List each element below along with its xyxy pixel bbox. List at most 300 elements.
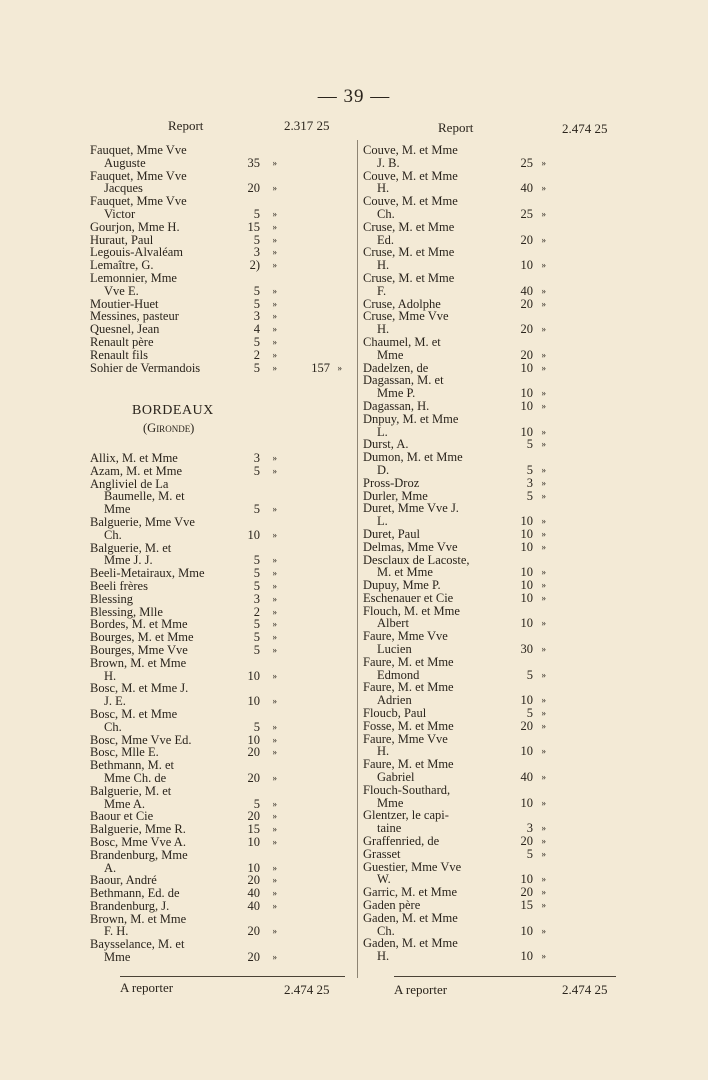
list-item: [363, 937, 618, 950]
subscriber-amount: 20: [520, 718, 533, 733]
list-item: [363, 707, 618, 720]
subscriber-name: Baour, André: [90, 873, 157, 888]
subscriber-name: Mme A.: [104, 796, 145, 811]
subscriber-name: Beeli-Metairaux, Mme: [90, 566, 205, 581]
amount-mark: »: [541, 669, 546, 680]
page-number: — 39 —: [317, 86, 391, 107]
amount-mark: »: [272, 311, 277, 322]
subscriber-name: Delmas, Mme Vve: [363, 539, 458, 554]
subscriber-name: Messines, pasteur: [90, 309, 179, 324]
subscriber-name: Baour et Cie: [90, 809, 154, 824]
subscriber-amount: 10: [520, 258, 533, 273]
subscriber-name: Dagassan, M. et: [363, 373, 444, 388]
subscriber-name: H.: [377, 258, 390, 273]
amount-mark: »: [272, 529, 277, 540]
subscriber-name: Angliviel de La: [90, 476, 169, 491]
subtotal-mark: »: [337, 362, 342, 373]
amount-mark: »: [272, 670, 277, 681]
subscriber-amount: 3: [253, 309, 260, 324]
list-item: [90, 221, 350, 234]
list-item: [90, 951, 350, 964]
list-item: [363, 221, 618, 234]
list-item: [363, 784, 618, 797]
subscriber-name: Adrien: [377, 693, 412, 708]
subscriber-name: L.: [377, 514, 388, 529]
subscriber-amount: 5: [526, 706, 533, 721]
subscriber-name: Glentzer, le capi-: [363, 808, 449, 823]
subscriber-name: Fosse, M. et Mme: [363, 718, 454, 733]
amount-mark: »: [541, 567, 546, 578]
subscriber-amount: 20: [520, 232, 533, 247]
subscriber-name: H.: [104, 668, 117, 683]
amount-mark: »: [272, 926, 277, 937]
subscriber-amount: 10: [520, 744, 533, 759]
list-item: [363, 208, 618, 221]
subscriber-amount: 10: [247, 668, 260, 683]
subscriber-amount: 10: [520, 923, 533, 938]
section-title: BORDEAUX: [132, 403, 214, 418]
list-item: [90, 836, 350, 849]
amount-mark: »: [272, 221, 277, 232]
subscriber-name: Victor: [104, 206, 136, 221]
subscriber-amount: 5: [253, 642, 260, 657]
list-item: [363, 912, 618, 925]
list-item: [90, 516, 350, 529]
subscriber-name: Blessing, Mlle: [90, 604, 163, 619]
amount-mark: »: [272, 285, 277, 296]
subscriber-amount: 10: [520, 795, 533, 810]
amount-mark: »: [272, 747, 277, 758]
list-item: [363, 899, 618, 912]
list-item: [363, 771, 618, 784]
subscriber-name: Brown, M. et Mme: [90, 911, 187, 926]
subscriber-amount: 10: [520, 590, 533, 605]
subscriber-name: Bosc, M. et Mme J.: [90, 681, 189, 696]
amount-mark: »: [541, 925, 546, 936]
list-item: [90, 759, 350, 772]
subscriber-name: Legouis-Alvaléam: [90, 245, 184, 260]
subscriber-name: Balguerie, M. et: [90, 783, 172, 798]
list-item: [363, 195, 618, 208]
subscriber-name: Desclaux de Lacoste,: [363, 552, 470, 567]
subscriber-amount: 10: [520, 578, 533, 593]
subscriber-name: Floucb, Paul: [363, 706, 427, 721]
subscriber-name: Renault père: [90, 334, 154, 349]
subtotal-amount: 157: [311, 360, 330, 375]
subscriber-name: Sohier de Vermandois: [90, 360, 201, 375]
list-item: [363, 541, 618, 554]
amount-mark: »: [272, 247, 277, 258]
list-item: [363, 144, 618, 157]
list-item: [363, 835, 618, 848]
subscriber-name: Balguerie, M. et: [90, 540, 172, 555]
subscriber-amount: 40: [247, 886, 260, 901]
subscriber-amount: 2: [253, 604, 260, 619]
subscriber-name: Lemonnier, Mme: [90, 270, 177, 285]
amount-mark: »: [272, 900, 277, 911]
subscriber-amount: 5: [253, 296, 260, 311]
amount-mark: »: [541, 388, 546, 399]
list-item: [90, 913, 350, 926]
subscriber-amount: 40: [247, 898, 260, 913]
list-item: [90, 900, 350, 913]
subscriber-name: Cruse, Adolphe: [363, 296, 441, 311]
amount-mark: »: [541, 183, 546, 194]
list-item: [363, 515, 618, 528]
list-item: [363, 528, 618, 541]
list-item: [90, 593, 350, 606]
list-item: [90, 580, 350, 593]
subscriber-name: Mme Ch. de: [104, 770, 167, 785]
subscriber-name: Couve, M. et Mme: [363, 168, 458, 183]
subscriber-name: Cruse, M. et Mme: [363, 219, 455, 234]
subscriber-amount: 10: [247, 527, 260, 542]
list-item: [363, 861, 618, 874]
subscriber-amount: 40: [520, 283, 533, 298]
subscriber-name: Bourges, Mme Vve: [90, 642, 188, 657]
subscriber-name: Mme: [104, 502, 131, 517]
subscriber-amount: 15: [247, 219, 260, 234]
subscriber-amount: 5: [253, 796, 260, 811]
subscriber-amount: 10: [520, 616, 533, 631]
subscriber-amount: 10: [247, 694, 260, 709]
list-item: [90, 272, 350, 285]
amount-mark: »: [541, 874, 546, 885]
subscriber-name: Graffenried, de: [363, 834, 440, 849]
subscriber-name: Bosc, M. et Mme: [90, 706, 178, 721]
list-item: [90, 362, 350, 375]
amount-mark: »: [541, 951, 546, 962]
amount-mark: »: [272, 862, 277, 873]
subscriber-name: Fauquet, Mme Vve: [90, 143, 187, 157]
subscriber-amount: 5: [253, 617, 260, 632]
subscriber-amount: 10: [520, 360, 533, 375]
subscriber-name: Gourjon, Mme H.: [90, 219, 180, 234]
right-reporter-label: A reporter: [394, 982, 448, 997]
subscriber-amount: 15: [247, 822, 260, 837]
amount-mark: »: [541, 285, 546, 296]
subscriber-name: Dagassan, H.: [363, 398, 430, 413]
subscriber-amount: 5: [526, 437, 533, 452]
amount-mark: »: [541, 887, 546, 898]
amount-mark: »: [272, 593, 277, 604]
subscriber-name: Brandenburg, J.: [90, 898, 170, 913]
left-report-total: 2.317 25: [284, 118, 330, 133]
amount-mark: »: [272, 568, 277, 579]
list-item: [363, 336, 618, 349]
list-item: [363, 502, 618, 515]
subscriber-amount: 25: [520, 155, 533, 170]
subscriber-amount: 5: [526, 462, 533, 477]
subscriber-name: Gabriel: [377, 770, 415, 785]
amount-mark: »: [541, 836, 546, 847]
subscriber-name: Bethmann, M. et: [90, 758, 175, 773]
amount-mark: »: [272, 208, 277, 219]
list-item: [363, 170, 618, 183]
list-item: [363, 400, 618, 413]
list-item: [363, 720, 618, 733]
subscriber-name: Auguste: [104, 155, 146, 170]
subscriber-amount: 40: [520, 770, 533, 785]
subscriber-name: Faure, M. et Mme: [363, 680, 454, 695]
subscriber-amount: 5: [253, 566, 260, 581]
list-item: [363, 349, 618, 362]
amount-mark: »: [541, 477, 546, 488]
subscriber-name: F. H.: [104, 924, 129, 939]
amount-mark: »: [272, 619, 277, 630]
subscriber-amount: 5: [253, 719, 260, 734]
list-item: [363, 848, 618, 861]
subscriber-name: Guestier, Mme Vve: [363, 859, 462, 874]
amount-mark: »: [272, 798, 277, 809]
subscriber-name: Beeli frères: [90, 578, 148, 593]
amount-mark: »: [541, 234, 546, 245]
subscriber-amount: 2): [249, 258, 260, 273]
amount-mark: »: [541, 490, 546, 501]
list-item: [363, 579, 618, 592]
subscriber-name: Dnpuy, M. et Mme: [363, 411, 459, 426]
amount-mark: »: [541, 362, 546, 373]
subscriber-name: Garric, M. et Mme: [363, 885, 458, 900]
subscriber-name: Bosc, Mme Vve Ed.: [90, 732, 192, 747]
list-item: [90, 208, 350, 221]
amount-mark: »: [541, 848, 546, 859]
subscriber-amount: 20: [520, 296, 533, 311]
subscriber-name: Faure, Mme Vve: [363, 731, 448, 746]
amount-mark: »: [272, 260, 277, 271]
subscriber-name: Mme: [377, 795, 404, 810]
subscriber-name: Ch.: [377, 923, 395, 938]
subscriber-name: taine: [377, 821, 402, 836]
subscriber-name: Mme: [377, 347, 404, 362]
subscriber-name: Mme P.: [377, 386, 416, 401]
amount-mark: »: [541, 720, 546, 731]
list-item: [90, 144, 350, 157]
amount-mark: »: [541, 797, 546, 808]
subscriber-name: Bosc, Mme Vve A.: [90, 834, 186, 849]
list-item: [90, 887, 350, 900]
subscriber-name: Ed.: [377, 232, 395, 247]
subscriber-name: Renault fils: [90, 347, 148, 362]
subscriber-amount: 10: [520, 386, 533, 401]
list-item: [90, 785, 350, 798]
subscriber-name: Fauquet, Mme Vve: [90, 194, 187, 209]
amount-mark: »: [272, 336, 277, 347]
subscriber-name: Flouch, M. et Mme: [363, 603, 460, 618]
subscriber-name: D.: [377, 462, 390, 477]
subscriber-amount: 5: [253, 232, 260, 247]
amount-mark: »: [541, 708, 546, 719]
amount-mark: »: [272, 453, 277, 463]
left-report-label: Report: [168, 118, 204, 133]
subscriber-amount: 4: [253, 322, 260, 337]
amount-mark: »: [541, 580, 546, 591]
subscriber-name: Chaumel, M. et: [363, 334, 441, 349]
amount-mark: »: [541, 260, 546, 271]
subscriber-name: Dadelzen, de: [363, 360, 429, 375]
amount-mark: »: [541, 324, 546, 335]
section-subtitle: (Gironde): [143, 421, 195, 435]
amount-mark: »: [541, 464, 546, 475]
list-item: [90, 682, 350, 695]
subscriber-name: Dupuy, Mme P.: [363, 578, 441, 593]
subscriber-name: Bordes, M. et Mme: [90, 617, 188, 632]
subscriber-amount: 10: [520, 539, 533, 554]
subscriber-amount: 10: [520, 398, 533, 413]
subscriber-name: Faure, M. et Mme: [363, 654, 454, 669]
subscriber-name: Couve, M. et Mme: [363, 194, 458, 209]
list-item: [363, 451, 618, 464]
subscriber-amount: 20: [247, 873, 260, 888]
subscriber-amount: 10: [247, 834, 260, 849]
subscriber-name: Mme J. J.: [104, 553, 153, 568]
subscriber-amount: 5: [253, 578, 260, 593]
right-reporter-total: 2.474 25: [562, 982, 608, 997]
subscriber-amount: 10: [520, 693, 533, 708]
amount-mark: »: [541, 439, 546, 450]
subscriber-amount: 20: [520, 322, 533, 337]
subscriber-amount: 5: [253, 334, 260, 349]
list-item: [363, 310, 618, 323]
amount-mark: »: [272, 811, 277, 822]
amount-mark: »: [272, 349, 277, 360]
subscriber-amount: 5: [253, 502, 260, 517]
subscriber-amount: 5: [253, 463, 260, 478]
amount-mark: »: [272, 632, 277, 643]
amount-mark: »: [272, 298, 277, 309]
subscriber-amount: 10: [520, 949, 533, 964]
amount-mark: »: [541, 746, 546, 757]
subscriber-name: Moutier-Huet: [90, 296, 159, 311]
amount-mark: »: [541, 528, 546, 539]
subscriber-amount: 5: [253, 283, 260, 298]
subscriber-amount: 35: [247, 155, 260, 170]
subscriber-name: Baumelle, M. et: [104, 489, 185, 504]
subscriber-amount: 3: [526, 821, 533, 836]
subscriber-name: Couve, M. et Mme: [363, 143, 458, 157]
subscriber-name: Quesnel, Jean: [90, 322, 160, 337]
amount-mark: »: [541, 426, 546, 437]
list-item: [363, 246, 618, 259]
subscriber-name: Durler, Mme: [363, 488, 428, 503]
list-item: [363, 464, 618, 477]
footer-rule-left: [120, 976, 345, 977]
subscriber-name: Bethmann, Ed. de: [90, 886, 180, 901]
subscriber-name: Bourges, M. et Mme: [90, 630, 194, 645]
subscriber-name: Gaden, M. et Mme: [363, 910, 458, 925]
subscriber-amount: 20: [247, 745, 260, 760]
list-item: [90, 465, 350, 478]
list-item: [90, 157, 350, 170]
amount-mark: »: [541, 900, 546, 911]
subscriber-amount: 20: [520, 347, 533, 362]
left-column-bottom-list: [90, 452, 350, 964]
subscriber-name: H.: [377, 744, 390, 759]
amount-mark: »: [541, 400, 546, 411]
subscriber-name: Duret, Paul: [363, 526, 420, 541]
subscriber-name: H.: [377, 322, 390, 337]
subscriber-name: Fauquet, Mme Vve: [90, 168, 187, 183]
subscriber-name: Edmond: [377, 667, 420, 682]
subscriber-name: Balguerie, Mme Vve: [90, 514, 195, 529]
subscriber-name: A.: [104, 860, 117, 875]
subscriber-amount: 5: [253, 630, 260, 645]
subscriber-amount: 10: [520, 526, 533, 541]
amount-mark: »: [272, 234, 277, 245]
subscriber-amount: 10: [520, 872, 533, 887]
amount-mark: »: [541, 208, 546, 219]
subscriber-amount: 20: [520, 885, 533, 900]
list-item: [90, 644, 350, 657]
subscriber-name: L.: [377, 424, 388, 439]
subscriber-name: Faure, Mme Vve: [363, 629, 448, 644]
subscriber-amount: 20: [247, 950, 260, 965]
subscriber-name: Lucien: [377, 642, 412, 657]
subscriber-name: Brandenburg, Mme: [90, 847, 188, 862]
subscriber-name: Ch.: [104, 719, 122, 734]
list-item: [90, 349, 350, 362]
subscriber-amount: 2: [253, 347, 260, 362]
subscriber-name: Pross-Droz: [363, 475, 420, 490]
subscriber-amount: 5: [526, 488, 533, 503]
list-item: [90, 708, 350, 721]
subscriber-amount: 3: [253, 591, 260, 606]
amount-mark: »: [272, 183, 277, 194]
amount-mark: »: [272, 465, 277, 476]
subscriber-amount: 5: [253, 206, 260, 221]
subscriber-amount: 40: [520, 181, 533, 196]
left-column-top-list: [90, 144, 350, 374]
amount-mark: »: [541, 772, 546, 783]
amount-mark: »: [272, 644, 277, 655]
subscriber-name: Allix, M. et Mme: [90, 451, 178, 465]
list-item: [363, 157, 618, 170]
subscriber-name: Baysselance, M. et: [90, 937, 185, 952]
subscriber-name: Vve E.: [104, 283, 139, 298]
amount-mark: »: [272, 362, 277, 373]
subscriber-amount: 3: [526, 475, 533, 490]
right-report-label: Report: [438, 120, 474, 135]
list-item: [363, 272, 618, 285]
subscriber-name: Duret, Mme Vve J.: [363, 501, 459, 516]
amount-mark: »: [272, 721, 277, 732]
subscriber-name: Faure, M. et Mme: [363, 757, 454, 772]
subscriber-amount: 3: [253, 245, 260, 260]
subscriber-name: Cruse, M. et Mme: [363, 270, 455, 285]
subscriber-amount: 5: [253, 360, 260, 375]
amount-mark: »: [272, 324, 277, 335]
subscriber-name: Dumon, M. et Mme: [363, 450, 463, 465]
subscriber-amount: 20: [247, 809, 260, 824]
left-reporter-total: 2.474 25: [284, 982, 330, 997]
subscriber-name: M. et Mme: [377, 565, 433, 580]
list-item: [363, 592, 618, 605]
list-item: [90, 529, 350, 542]
footer-rule-right: [394, 976, 616, 977]
subscriber-name: Jacques: [104, 181, 143, 196]
subscriber-name: Cruse, Mme Vve: [363, 309, 449, 324]
subscriber-amount: 10: [520, 565, 533, 580]
subscriber-name: Grasset: [363, 846, 401, 861]
subscriber-name: H.: [377, 181, 390, 196]
subscriber-name: Cruse, M. et Mme: [363, 245, 455, 260]
list-item: [363, 643, 618, 656]
list-item: [363, 477, 618, 490]
subscriber-name: Bosc, Mlle E.: [90, 745, 159, 760]
list-item: [363, 285, 618, 298]
subscriber-name: Azam, M. et Mme: [90, 463, 182, 478]
amount-mark: »: [272, 875, 277, 886]
